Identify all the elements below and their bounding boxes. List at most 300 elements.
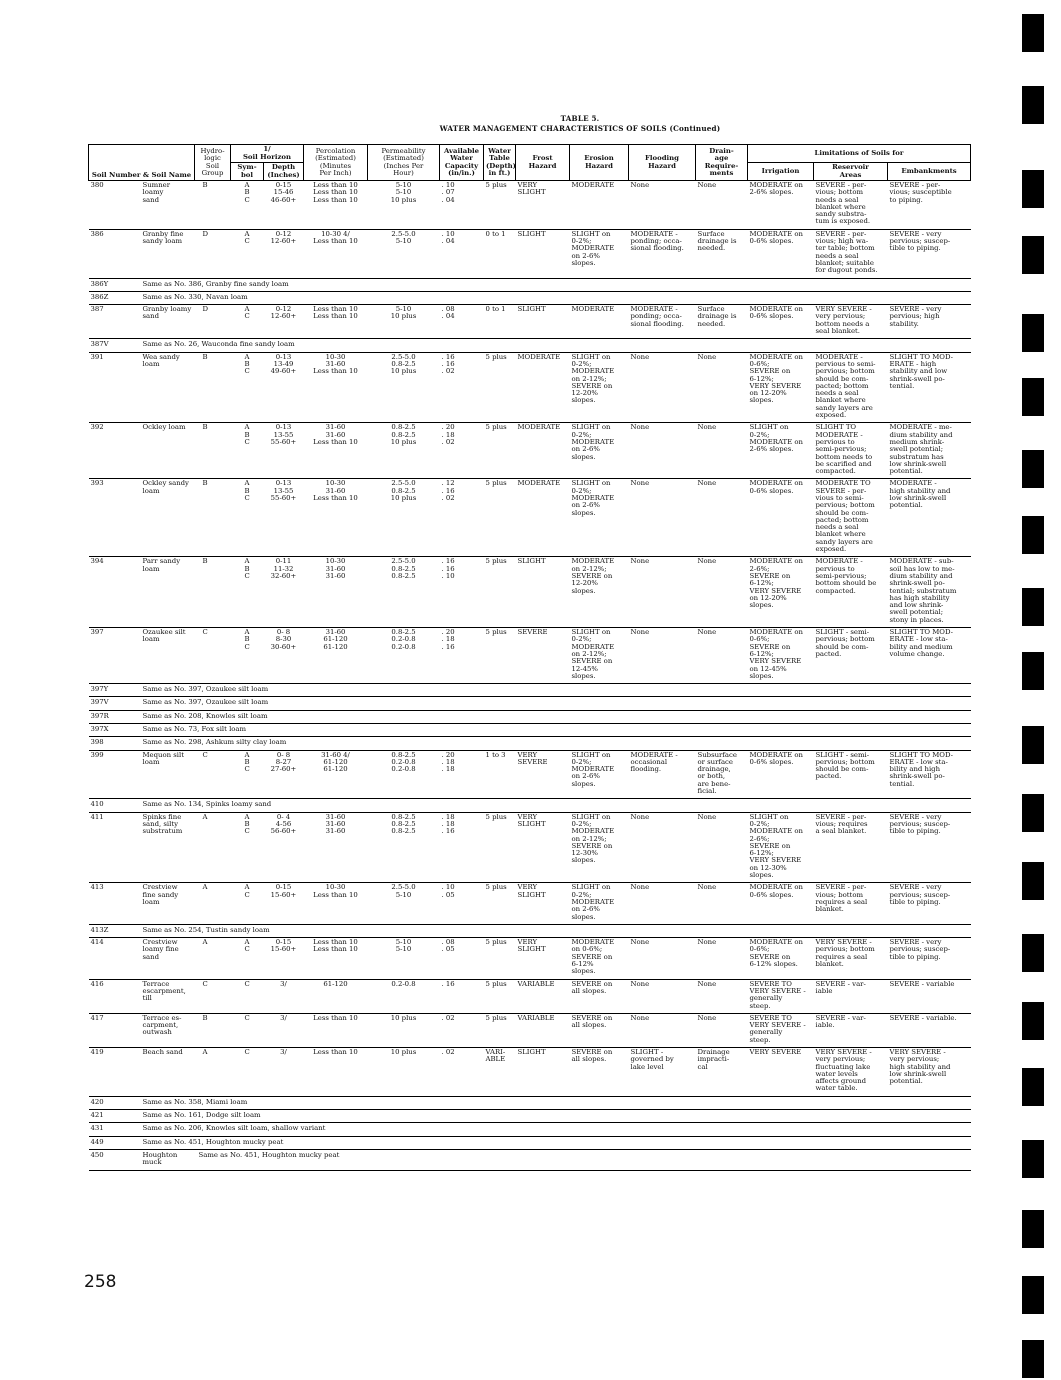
header-frost-hazard: Frost Hazard	[516, 145, 570, 181]
embankment-limitation: SEVERE - very pervious; suscep- tible to piping.	[888, 812, 971, 883]
soil-number: 398	[89, 737, 129, 750]
soil-number: 416	[89, 979, 129, 1013]
hydrologic-group: C	[195, 628, 231, 684]
flooding-hazard: SLIGHT - governed by lake level	[629, 1047, 696, 1096]
drainage-requirements: None	[696, 423, 748, 479]
table-row	[89, 924, 971, 937]
horizon-symbol: A B C	[231, 557, 264, 628]
permeability: 2.5-5.0 0.8-2.5 10 plus	[368, 479, 440, 557]
drainage-requirements: Subsurface or surface drainage, or both, are bene- ficial.	[696, 750, 748, 799]
table-row	[89, 628, 971, 684]
embankment-limitation: SEVERE - per- vious; susceptible to piping.	[888, 181, 971, 230]
drainage-requirements: Drainage impracti- cal	[696, 1047, 748, 1096]
header-drainage: Drain- age Require- ments	[696, 145, 748, 181]
percolation: 31-60 4/ 61-120 61-120	[304, 750, 368, 799]
horizon-depth: 0-13 13-49 49-60+	[264, 352, 304, 423]
same-as-reference: Same as No. 330, Navan loam	[129, 291, 971, 304]
permeability: 2.5-5.0 0.8-2.5 0.8-2.5	[368, 557, 440, 628]
soil-name: Crestview loamy fine sand	[129, 938, 195, 979]
drainage-requirements: None	[696, 979, 748, 1013]
water-table: 5 plus	[484, 352, 516, 423]
horizon-depth: 0- 8 8-30 30-60+	[264, 628, 304, 684]
soil-name: Granby fine sandy loam	[129, 229, 195, 278]
same-as-reference: Same as No. 397, Ozaukee silt loam	[129, 697, 971, 710]
horizon-depth: 0-11 11-32 32-60+	[264, 557, 304, 628]
table-row	[89, 710, 971, 723]
same-as-reference: Same as No. 451, Houghton mucky peat	[129, 1136, 971, 1149]
soil-name: Ockley sandy loam	[129, 479, 195, 557]
frost-hazard: VERY SEVERE	[516, 750, 570, 799]
soil-number: 421	[89, 1110, 129, 1123]
irrigation-limitation: MODERATE on 0-6%; SEVERE on 6-12%; VERY SEVERE on 12-20% slopes.	[748, 352, 814, 423]
reservoir-limitation: SEVERE - per- vious; bottom requires a seal blanket.	[814, 883, 888, 924]
percolation: Less than 10 Less than 10	[304, 938, 368, 979]
soil-number: 417	[89, 1013, 129, 1047]
same-as-reference: Same as No. 358, Miami loam	[129, 1096, 971, 1109]
water-table: 5 plus	[484, 979, 516, 1013]
erosion-hazard: SLIGHT on 0-2%; MODERATE on 2-12%; SEVERE on 12-45% slopes.	[570, 628, 629, 684]
drainage-requirements: None	[696, 812, 748, 883]
frost-hazard: SLIGHT	[516, 305, 570, 339]
horizon-symbol: A B C	[231, 812, 264, 883]
page-number: 258	[84, 1272, 117, 1292]
water-capacity: . 02	[440, 1047, 484, 1096]
hydrologic-group: B	[195, 479, 231, 557]
table-row	[89, 339, 971, 352]
header-flooding-hazard: Flooding Hazard	[629, 145, 696, 181]
soil-number: 397X	[89, 724, 129, 737]
horizon-symbol: A C	[231, 305, 264, 339]
erosion-hazard: MODERATE	[570, 305, 629, 339]
embankment-limitation: SEVERE - variable	[888, 979, 971, 1013]
horizon-depth: 0-15 15-46 46-60+	[264, 181, 304, 230]
registration-mark	[1022, 1276, 1044, 1314]
horizon-depth: 0-15 15-60+	[264, 938, 304, 979]
soil-number: 419	[89, 1047, 129, 1096]
frost-hazard: SLIGHT	[516, 1047, 570, 1096]
table-row	[89, 1047, 971, 1096]
header-water-table: Water Table (Depth) in ft.)	[484, 145, 516, 181]
soil-name: Ockley loam	[129, 423, 195, 479]
irrigation-limitation: MODERATE on 2-6% slopes.	[748, 181, 814, 230]
horizon-depth: 0-13 13-55 55-60+	[264, 423, 304, 479]
soil-name: Parr sandy loam	[129, 557, 195, 628]
registration-mark	[1022, 726, 1044, 764]
reservoir-limitation: MODERATE - pervious to semi-pervious; bottom should be compacted.	[814, 557, 888, 628]
table-row	[89, 750, 971, 799]
registration-mark	[1022, 86, 1044, 124]
table-row	[89, 938, 971, 979]
hydrologic-group: C	[195, 979, 231, 1013]
table-row	[89, 1149, 971, 1170]
reservoir-limitation: SEVERE - per- vious; high wa- ter table; bottom needs a seal blanket; suitable for dugout ponds.	[814, 229, 888, 278]
erosion-hazard: SEVERE on all slopes.	[570, 979, 629, 1013]
drainage-requirements: None	[696, 883, 748, 924]
embankment-limitation: SEVERE - very pervious; suscep- tible to piping.	[888, 883, 971, 924]
embankment-limitation: SLIGHT TO MOD- ERATE - low sta- bility and high shrink-swell po- tential.	[888, 750, 971, 799]
flooding-hazard: None	[629, 979, 696, 1013]
soil-number: 397V	[89, 697, 129, 710]
soil-number: 413Z	[89, 924, 129, 937]
irrigation-limitation: VERY SEVERE	[748, 1047, 814, 1096]
irrigation-limitation: MODERATE on 0-6% slopes.	[748, 479, 814, 557]
horizon-depth: 0-12 12-60+	[264, 305, 304, 339]
flooding-hazard: None	[629, 181, 696, 230]
soil-number: 449	[89, 1136, 129, 1149]
water-table: 5 plus	[484, 423, 516, 479]
soil-name: Beach sand	[129, 1047, 195, 1096]
soil-number: 386	[89, 229, 129, 278]
soil-name: Granby loamy sand	[129, 305, 195, 339]
embankment-limitation: SEVERE - variable.	[888, 1013, 971, 1047]
same-as-reference: Same as No. 208, Knowles silt loam	[129, 710, 971, 723]
horizon-depth: 3/	[264, 1013, 304, 1047]
same-as-reference: Same as No. 397, Ozaukee silt loam	[129, 684, 971, 697]
table-row	[89, 812, 971, 883]
frost-hazard: VERY SLIGHT	[516, 181, 570, 230]
header-percolation: Percolation (Estimated) (Minutes Per Inch)	[304, 145, 368, 181]
water-table: VARI- ABLE	[484, 1047, 516, 1096]
soil-number: 391	[89, 352, 129, 423]
erosion-hazard: MODERATE on 2-12%; SEVERE on 12-20% slopes.	[570, 557, 629, 628]
irrigation-limitation: MODERATE on 0-6%; SEVERE on 6-12%; VERY SEVERE on 12-45% slopes.	[748, 628, 814, 684]
water-capacity: . 16 . 16 . 02	[440, 352, 484, 423]
irrigation-limitation: MODERATE on 2-6%; SEVERE on 6-12%; VERY SEVERE on 12-20% slopes.	[748, 557, 814, 628]
water-table: 0 to 1	[484, 305, 516, 339]
permeability: 0.8-2.5 0.2-0.8 0.2-0.8	[368, 750, 440, 799]
horizon-depth: 0- 4 4-56 56-60+	[264, 812, 304, 883]
erosion-hazard: SLIGHT on 0-2%; MODERATE on 2-6% slopes.	[570, 479, 629, 557]
water-management-table	[88, 144, 971, 1171]
water-table: 0 to 1	[484, 229, 516, 278]
permeability: 0.8-2.5 0.8-2.5 10 plus	[368, 423, 440, 479]
hydrologic-group: B	[195, 1013, 231, 1047]
flooding-hazard: MODERATE - ponding; occa- sional flooding.	[629, 229, 696, 278]
table-row	[89, 799, 971, 812]
registration-mark	[1022, 14, 1044, 52]
embankment-limitation: SEVERE - very pervious; high stability.	[888, 305, 971, 339]
hydrologic-group: B	[195, 181, 231, 230]
flooding-hazard: None	[629, 423, 696, 479]
permeability: 0.8-2.5 0.2-0.8 0.2-0.8	[368, 628, 440, 684]
flooding-hazard: MODERATE - ponding; occa- sional flooding.	[629, 305, 696, 339]
horizon-symbol: A B C	[231, 423, 264, 479]
table-number: TABLE 5.	[560, 114, 600, 123]
irrigation-limitation: MODERATE on 0-6% slopes.	[748, 229, 814, 278]
table-row	[89, 883, 971, 924]
soil-number: 410	[89, 799, 129, 812]
header-erosion-hazard: Erosion Hazard	[570, 145, 629, 181]
irrigation-limitation: MODERATE on 0-6% slopes.	[748, 305, 814, 339]
registration-mark	[1022, 314, 1044, 352]
header-hydrologic-group: Hydro- logic Soil Group	[195, 145, 231, 181]
header-soil-horizon: 1/ Soil Horizon	[231, 145, 304, 163]
table-row	[89, 697, 971, 710]
hydrologic-group: D	[195, 229, 231, 278]
same-as-reference: Same as No. 451, Houghton mucky peat	[195, 1149, 971, 1170]
header-symbol: Sym- bol	[231, 163, 264, 181]
erosion-hazard: MODERATE on 0-6%; SEVERE on 6-12% slopes.	[570, 938, 629, 979]
soil-name: Ozaukee silt loam	[129, 628, 195, 684]
same-as-reference: Same as No. 298, Ashkum silty clay loam	[129, 737, 971, 750]
frost-hazard: VERY SLIGHT	[516, 938, 570, 979]
frost-hazard: MODERATE	[516, 423, 570, 479]
table-row	[89, 737, 971, 750]
registration-mark	[1022, 450, 1044, 488]
reservoir-limitation: SEVERE - var- iable	[814, 979, 888, 1013]
irrigation-limitation: MODERATE on 0-6% slopes.	[748, 883, 814, 924]
water-table: 5 plus	[484, 628, 516, 684]
permeability: 2.5-5.0 5-10	[368, 229, 440, 278]
water-capacity: . 02	[440, 1013, 484, 1047]
frost-hazard: SLIGHT	[516, 557, 570, 628]
soil-number: 386Z	[89, 291, 129, 304]
registration-mark	[1022, 378, 1044, 416]
horizon-depth: 3/	[264, 1047, 304, 1096]
water-table: 5 plus	[484, 812, 516, 883]
horizon-symbol: C	[231, 1013, 264, 1047]
soil-number: 392	[89, 423, 129, 479]
registration-mark	[1022, 1068, 1044, 1106]
horizon-depth: 0-15 15-60+	[264, 883, 304, 924]
soil-name: Spinks fine sand, silty substratum	[129, 812, 195, 883]
water-capacity: . 10 . 07 . 04	[440, 181, 484, 230]
permeability: 5-10 10 plus	[368, 305, 440, 339]
drainage-requirements: None	[696, 557, 748, 628]
irrigation-limitation: MODERATE on 0-6%; SEVERE on 6-12% slopes.	[748, 938, 814, 979]
drainage-requirements: Surface drainage is needed.	[696, 305, 748, 339]
table-row	[89, 684, 971, 697]
reservoir-limitation: VERY SEVERE - very pervious; bottom needs a seal blanket.	[814, 305, 888, 339]
embankment-limitation: MODERATE - me- dium stability and medium shrink- swell potential; substratum has low shrink-swell potential.	[888, 423, 971, 479]
horizon-depth: 0-13 13-55 55-60+	[264, 479, 304, 557]
permeability: 5-10 5-10	[368, 938, 440, 979]
reservoir-limitation: SEVERE - var- iable.	[814, 1013, 888, 1047]
registration-mark	[1022, 236, 1044, 274]
horizon-symbol: A B C	[231, 352, 264, 423]
table-row	[89, 1136, 971, 1149]
soil-number: 393	[89, 479, 129, 557]
hydrologic-group: D	[195, 305, 231, 339]
reservoir-limitation: SLIGHT TO MODERATE - pervious to semi-pervious; bottom needs to be scarified and compacted.	[814, 423, 888, 479]
water-capacity: . 12 . 16 . 02	[440, 479, 484, 557]
flooding-hazard: None	[629, 479, 696, 557]
registration-mark	[1022, 862, 1044, 900]
soil-name: Mequon silt loam	[129, 750, 195, 799]
flooding-hazard: None	[629, 352, 696, 423]
header-reservoir-areas: Reservoir Areas	[814, 163, 888, 181]
water-capacity: . 16	[440, 979, 484, 1013]
soil-number: 399	[89, 750, 129, 799]
drainage-requirements: None	[696, 479, 748, 557]
water-capacity: . 18 . 18 . 16	[440, 812, 484, 883]
erosion-hazard: SLIGHT on 0-2%; MODERATE on 2-12%; SEVERE on 12-30% slopes.	[570, 812, 629, 883]
erosion-hazard: SLIGHT on 0-2%; MODERATE on 2-12%; SEVERE on 12-20% slopes.	[570, 352, 629, 423]
table-row	[89, 305, 971, 339]
registration-mark	[1022, 1140, 1044, 1178]
frost-hazard: VARIABLE	[516, 1013, 570, 1047]
soil-number: 411	[89, 812, 129, 883]
water-capacity: . 08 . 04	[440, 305, 484, 339]
irrigation-limitation: SEVERE TO VERY SEVERE - generally steep.	[748, 979, 814, 1013]
header-irrigation: Irrigation	[748, 163, 814, 181]
water-capacity: . 20 . 18 . 18	[440, 750, 484, 799]
erosion-hazard: SEVERE on all slopes.	[570, 1047, 629, 1096]
embankment-limitation: SEVERE - very pervious; suscep- tible to piping.	[888, 938, 971, 979]
same-as-reference: Same as No. 386, Granby fine sandy loam	[129, 278, 971, 291]
soil-number: 413	[89, 883, 129, 924]
soil-number: 394	[89, 557, 129, 628]
embankment-limitation: MODERATE - high stability and low shrink-swell potential.	[888, 479, 971, 557]
hydrologic-group: B	[195, 352, 231, 423]
soil-name: Terrace es- carpment, outwash	[129, 1013, 195, 1047]
flooding-hazard: None	[629, 883, 696, 924]
erosion-hazard: SEVERE on all slopes.	[570, 1013, 629, 1047]
hydrologic-group: A	[195, 1047, 231, 1096]
table-body	[89, 181, 971, 1171]
erosion-hazard: SLIGHT on 0-2%; MODERATE on 2-6% slopes.	[570, 750, 629, 799]
hydrologic-group: A	[195, 938, 231, 979]
water-table: 5 plus	[484, 1013, 516, 1047]
horizon-symbol: A B C	[231, 181, 264, 230]
water-table: 5 plus	[484, 938, 516, 979]
soil-number: 387	[89, 305, 129, 339]
soil-number: 397Y	[89, 684, 129, 697]
irrigation-limitation: MODERATE on 0-6% slopes.	[748, 750, 814, 799]
water-table: 5 plus	[484, 479, 516, 557]
soil-name: Wea sandy loam	[129, 352, 195, 423]
frost-hazard: SLIGHT	[516, 229, 570, 278]
registration-mark	[1022, 170, 1044, 208]
soil-name: Sumner loamy sand	[129, 181, 195, 230]
table-row	[89, 979, 971, 1013]
registration-mark	[1022, 652, 1044, 690]
same-as-reference: Same as No. 134, Spinks loamy sand	[129, 799, 971, 812]
drainage-requirements: None	[696, 1013, 748, 1047]
horizon-symbol: A B C	[231, 628, 264, 684]
erosion-hazard: SLIGHT on 0-2%; MODERATE on 2-6% slopes.	[570, 229, 629, 278]
header-soil-number: Soil Number & Soil Name	[89, 145, 195, 181]
flooding-hazard: MODERATE - occasional flooding.	[629, 750, 696, 799]
header-depth: Depth (Inches)	[264, 163, 304, 181]
soil-number: 386Y	[89, 278, 129, 291]
percolation: 10-30 31-60 Less than 10	[304, 479, 368, 557]
reservoir-limitation: SEVERE - per- vious; bottom needs a seal blanket where sandy substra- tum is exposed.	[814, 181, 888, 230]
reservoir-limitation: VERY SEVERE - pervious; bottom requires a seal blanket.	[814, 938, 888, 979]
frost-hazard: VERY SLIGHT	[516, 883, 570, 924]
drainage-requirements: None	[696, 938, 748, 979]
flooding-hazard: None	[629, 938, 696, 979]
table-row	[89, 1110, 971, 1123]
hydrologic-group: B	[195, 423, 231, 479]
embankment-limitation: VERY SEVERE - very pervious; high stability and low shrink-swell potential.	[888, 1047, 971, 1096]
table-row	[89, 423, 971, 479]
reservoir-limitation: SLIGHT - semi- pervious; bottom should be com- pacted.	[814, 750, 888, 799]
registration-mark	[1022, 1340, 1044, 1378]
permeability: 0.2-0.8	[368, 979, 440, 1013]
soil-name: Crestview fine sandy loam	[129, 883, 195, 924]
hydrologic-group: B	[195, 557, 231, 628]
registration-mark	[1022, 588, 1044, 626]
table-row	[89, 1013, 971, 1047]
registration-mark	[1022, 794, 1044, 832]
same-as-reference: Same as No. 254, Tustin sandy loam	[129, 924, 971, 937]
percolation: 10-30 4/ Less than 10	[304, 229, 368, 278]
percolation: Less than 10 Less than 10	[304, 305, 368, 339]
permeability: 10 plus	[368, 1013, 440, 1047]
soil-number: 431	[89, 1123, 129, 1136]
water-capacity: . 16 . 16 . 10	[440, 557, 484, 628]
table-row	[89, 291, 971, 304]
water-capacity: . 20 . 18 . 02	[440, 423, 484, 479]
drainage-requirements: Surface drainage is needed.	[696, 229, 748, 278]
soil-number: 387V	[89, 339, 129, 352]
soil-number: 414	[89, 938, 129, 979]
frost-hazard: MODERATE	[516, 352, 570, 423]
drainage-requirements: None	[696, 181, 748, 230]
frost-hazard: SEVERE	[516, 628, 570, 684]
percolation: Less than 10	[304, 1013, 368, 1047]
irrigation-limitation: SEVERE TO VERY SEVERE - generally steep.	[748, 1013, 814, 1047]
same-as-reference: Same as No. 73, Fox silt loam	[129, 724, 971, 737]
embankment-limitation: SEVERE - very pervious; suscep- tible to piping.	[888, 229, 971, 278]
table-row	[89, 181, 971, 230]
registration-mark	[1022, 516, 1044, 554]
flooding-hazard: None	[629, 812, 696, 883]
water-table: 1 to 3	[484, 750, 516, 799]
reservoir-limitation: SLIGHT - semi- pervious; bottom should be com- pacted.	[814, 628, 888, 684]
percolation: Less than 10 Less than 10 Less than 10	[304, 181, 368, 230]
horizon-depth: 3/	[264, 979, 304, 1013]
hydrologic-group: A	[195, 883, 231, 924]
table-row	[89, 1123, 971, 1136]
same-as-reference: Same as No. 26, Wauconda fine sandy loam	[129, 339, 971, 352]
registration-mark	[1022, 934, 1044, 972]
header-limitations: Limitations of Soils for	[748, 145, 971, 163]
erosion-hazard: SLIGHT on 0-2%; MODERATE on 2-6% slopes.	[570, 883, 629, 924]
reservoir-limitation: VERY SEVERE - very pervious; fluctuating lake water levels affects ground water table.	[814, 1047, 888, 1096]
permeability: 10 plus	[368, 1047, 440, 1096]
embankment-limitation: SLIGHT TO MOD- ERATE - high stability and low shrink-swell po- tential.	[888, 352, 971, 423]
reservoir-limitation: MODERATE - pervious to semi- pervious; bottom should be com- pacted; bottom needs a seal blanket where sandy layers are exposed.	[814, 352, 888, 423]
registration-mark	[1022, 1210, 1044, 1248]
horizon-symbol: A B C	[231, 750, 264, 799]
embankment-limitation: SLIGHT TO MOD- ERATE - low sta- bility and medium volume change.	[888, 628, 971, 684]
registration-marks	[1022, 0, 1044, 1380]
percolation: 31-60 31-60 31-60	[304, 812, 368, 883]
permeability: 0.8-2.5 0.8-2.5 0.8-2.5	[368, 812, 440, 883]
permeability: 2.5-5.0 5-10	[368, 883, 440, 924]
table-title: WATER MANAGEMENT CHARACTERISTICS OF SOILS (Continued)	[439, 124, 721, 133]
table-row	[89, 278, 971, 291]
soil-number: 397	[89, 628, 129, 684]
horizon-depth: 0-12 12-60+	[264, 229, 304, 278]
flooding-hazard: None	[629, 557, 696, 628]
reservoir-limitation: MODERATE TO SEVERE - per- vious to semi- pervious; bottom should be com- pacted; bottom needs a seal blanket where sandy layers are exposed.	[814, 479, 888, 557]
permeability: 5-10 5-10 10 plus	[368, 181, 440, 230]
same-as-reference: Same as No. 161, Dodge silt loam	[129, 1110, 971, 1123]
percolation: 31-60 31-60 Less than 10	[304, 423, 368, 479]
table-row	[89, 479, 971, 557]
irrigation-limitation: SLIGHT on 0-2%; MODERATE on 2-6%; SEVERE on 6-12%; VERY SEVERE on 12-30% slopes.	[748, 812, 814, 883]
permeability: 2.5-5.0 0.8-2.5 10 plus	[368, 352, 440, 423]
flooding-hazard: None	[629, 1013, 696, 1047]
soil-number: 380	[89, 181, 129, 230]
irrigation-limitation: SLIGHT on 0-2%; MODERATE on 2-6% slopes.	[748, 423, 814, 479]
table-row	[89, 724, 971, 737]
table-row	[89, 352, 971, 423]
water-table: 5 plus	[484, 883, 516, 924]
